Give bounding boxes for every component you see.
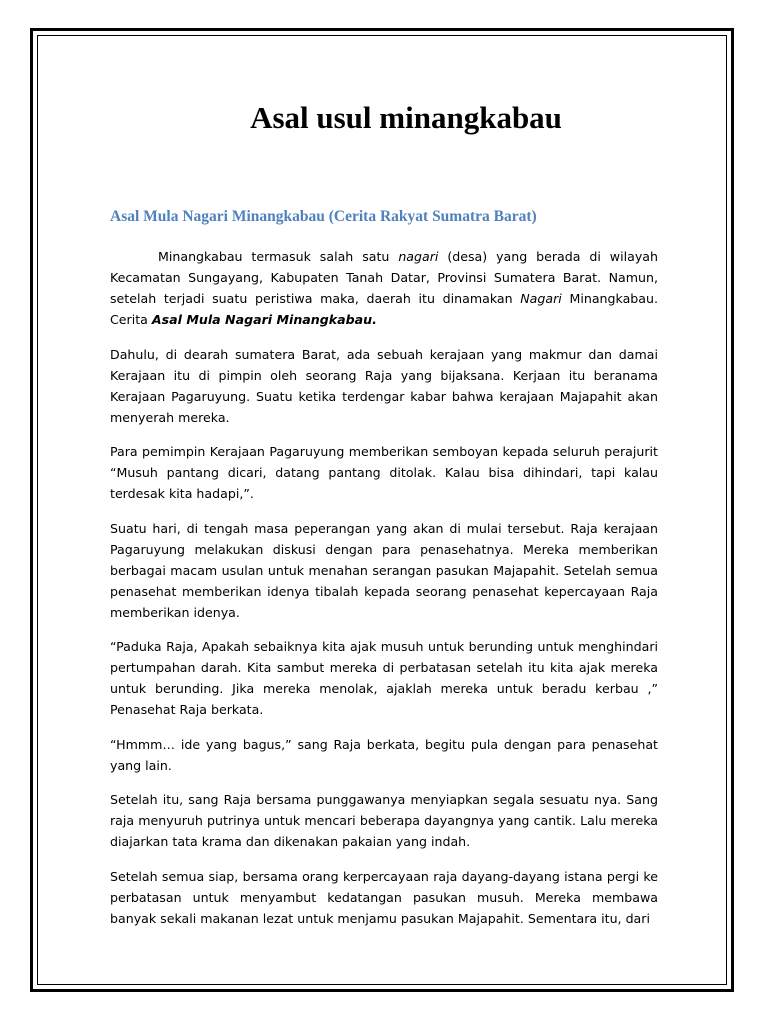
paragraph-6: “Hmmm… ide yang bagus,” sang Raja berkata, begitu pula dengan para penasehat yang lain. bbox=[110, 736, 658, 773]
paragraph-2: Dahulu, di dearah sumatera Barat, ada sebuah kerajaan yang makmur dan damai Kerajaan itu di pimpin oleh seorang Raja yang bijaksana. Kerjaan itu beranama Kerajaan Pagaruyung. Suatu ketika terdengar kabar bahwa kerajaan Majapahit akan menyerah mereka. bbox=[110, 346, 658, 425]
p1-text-a: Minangkabau termasuk salah satu bbox=[158, 249, 399, 264]
p1-story-title: Asal Mula Nagari Minangkabau. bbox=[151, 312, 377, 327]
paragraph-8: Setelah semua siap, bersama orang kerpercayaan raja dayang-dayang istana pergi ke perbatasan untuk menyambut kedatangan pasukan musuh. Mereka membawa banyak sekali makanan lezat untuk menjamu pasukan Majapahit. Sementara itu, dari bbox=[110, 868, 658, 926]
paragraph-7: Setelah itu, sang Raja bersama punggawanya menyiapkan segala sesuatu nya. Sang raja menyuruh putrinya untuk mencari beberapa dayangnya yang cantik. Lalu mereka diajarkan tata krama dan dikenakan pakaian yang indah. bbox=[110, 792, 658, 849]
p1-text-c: (desa) yang berada di wilayah Kecamatan Sungayang, Kabupaten Tanah Datar, Provinsi Sumatera Barat. Namun, setelah terjadi suatu peristiwa maka, daerah itu dinamakan bbox=[110, 249, 658, 306]
p1-text-nagari: nagari bbox=[398, 249, 439, 264]
paragraph-5: “Paduka Raja, Apakah sebaiknya kita ajak musuh untuk berunding untuk menghindari pertumpahan darah. Kita sambut mereka di perbatasan setelah itu kita ajak mereka untuk berunding. Jika mereka menolak, ajaklah mereka untuk beradu kerbau ,” Penasehat Raja berkata. bbox=[110, 639, 658, 717]
p1-text-nagari-2: Nagari bbox=[520, 291, 562, 306]
story-subtitle: Asal Mula Nagari Minangkabau (Cerita Rakyat Sumatra Barat) bbox=[110, 208, 537, 225]
paragraph-4: Suatu hari, di tengah masa peperangan yang akan di mulai tersebut. Raja kerajaan Pagaruyung melakukan diskusi dengan para penasehatnya. Mereka memberikan berbagai macam usulan untuk menahan serangan pasukan Majapahit. Setelah semua penasehat memberikan idenya tibalah kepada seorang penasehat kepercayaan Raja memberikan idenya. bbox=[110, 520, 658, 620]
p1-text-e: Minangkabau. Cerita bbox=[110, 291, 658, 327]
paragraph-3: Para pemimpin Kerajaan Pagaruyung memberikan semboyan kepada seluruh perajurit “Musuh pantang dicari, datang pantang ditolak. Kalau bisa dihindari, tapi kalau terdesak kita hadapi,”. bbox=[110, 444, 658, 501]
paragraph-1 bbox=[110, 246, 658, 330]
document-title: Asal usul minangkabau bbox=[250, 100, 562, 135]
story-body bbox=[110, 246, 658, 929]
